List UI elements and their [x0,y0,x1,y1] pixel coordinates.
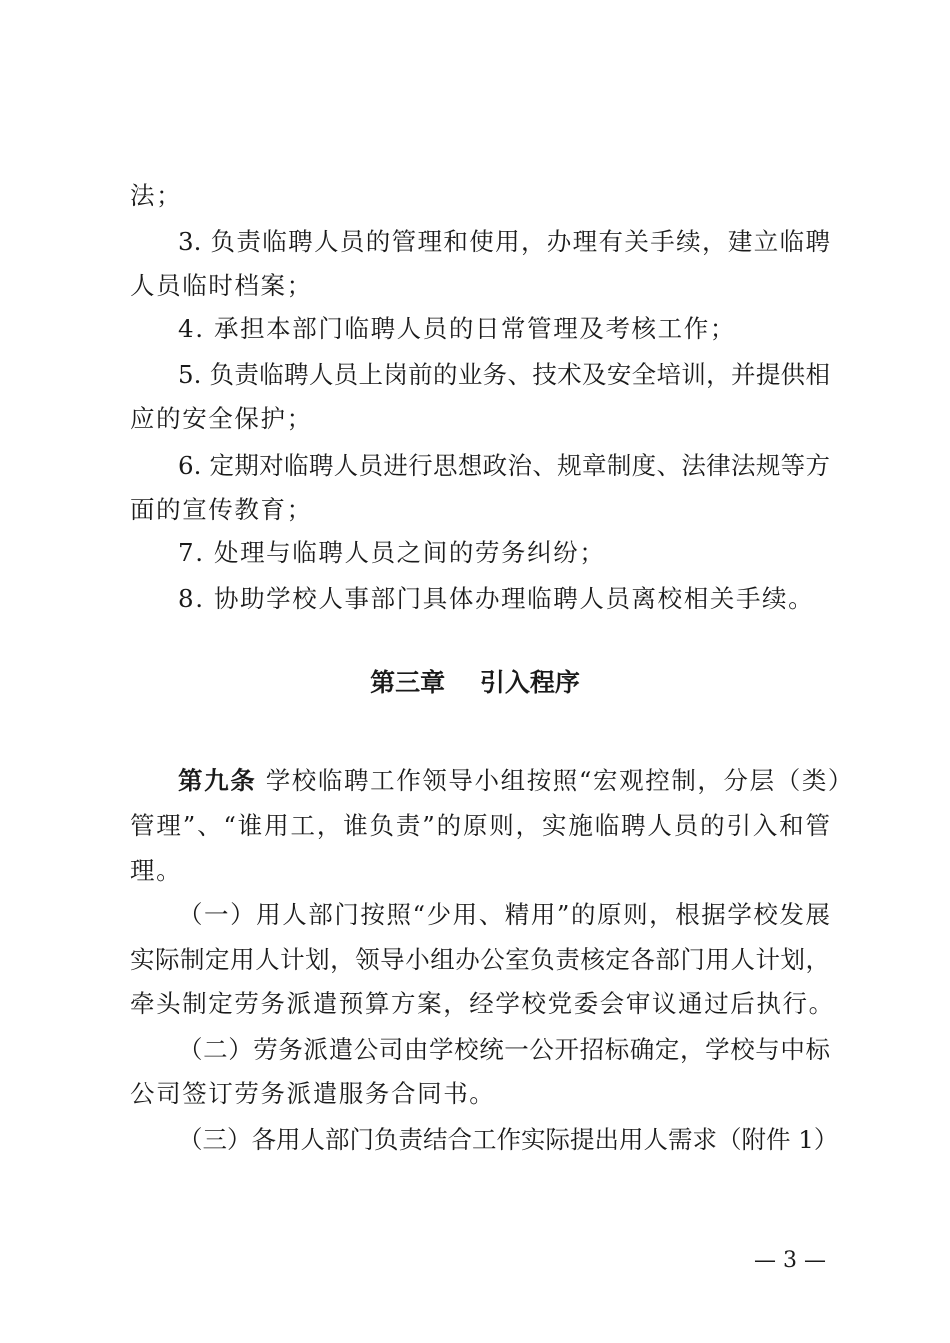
text-line: 法； [130,181,183,210]
item-3-line: （三）各用人部门负责结合工作实际提出用人需求（附件 1） [178,1125,839,1154]
article-9-text: 学校临聘工作领导小组按照“宏观控制，分层（类） [256,766,855,795]
item-2-line: （二）劳务派遣公司由学校统一公开招标确定，学校与中标 [178,1035,830,1064]
text-line: 实际制定用人计划，领导小组办公室负责核定各部门用人计划， [130,945,830,974]
list-item-3: 3. 负责临聘人员的管理和使用，办理有关手续，建立临聘 [178,227,830,256]
text-line: 面的宣传教育； [130,495,313,524]
list-item-7: 7. 处理与临聘人员之间的劳务纠纷； [178,538,606,567]
text-line: 理。 [130,856,183,885]
page-number: — 3 — [754,1248,826,1273]
list-item-5: 5. 负责临聘人员上岗前的业务、技术及安全培训，并提供相 [178,360,830,389]
chapter-title: 第三章 引入程序 [370,668,580,697]
text-line: 应的安全保护； [130,404,313,433]
item-1-line: （一）用人部门按照“少用、精用”的原则，根据学校发展 [178,900,830,929]
list-item-4: 4. 承担本部门临聘人员的日常管理及考核工作； [178,314,736,343]
list-item-6: 6. 定期对临聘人员进行思想政治、规章制度、法律法规等方 [178,451,830,480]
article-9-first-line [178,765,855,797]
text-line: 人员临时档案； [130,271,313,300]
text-line: 公司签订劳务派遣服务合同书。 [130,1079,496,1108]
list-item-8: 8. 协助学校人事部门具体办理临聘人员离校相关手续。 [178,584,815,613]
text-line: 管理”、“谁用工，谁负责”的原则，实施临聘人员的引入和管 [130,811,830,840]
text-line: 牵头制定劳务派遣预算方案，经学校党委会审议通过后执行。 [130,989,835,1018]
article-9-label: 第九条 [178,766,257,795]
